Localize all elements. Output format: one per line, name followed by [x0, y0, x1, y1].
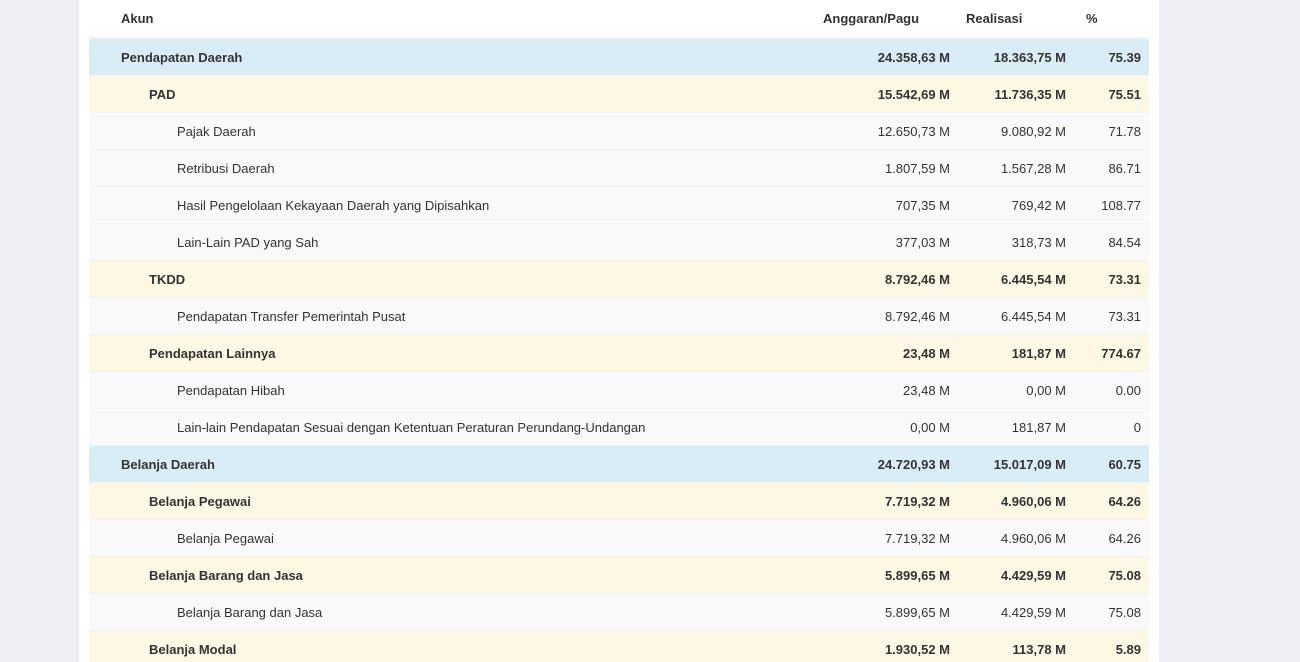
table-row[interactable] [89, 557, 1149, 594]
cell-akun: Belanja Daerah [89, 446, 789, 483]
table-row[interactable] [89, 298, 1149, 335]
cell-anggaran: 8.792,46 M [789, 298, 958, 335]
cell-realisasi: 15.017,09 M [958, 446, 1074, 483]
cell-persen: 60.75 [1074, 446, 1149, 483]
cell-anggaran: 0,00 M [789, 409, 958, 446]
cell-persen: 0 [1074, 409, 1149, 446]
cell-akun: TKDD [89, 261, 789, 298]
cell-persen: 71.78 [1074, 113, 1149, 150]
cell-realisasi: 18.363,75 M [958, 38, 1074, 76]
table-row[interactable] [89, 150, 1149, 187]
cell-persen: 75.08 [1074, 557, 1149, 594]
cell-realisasi: 1.567,28 M [958, 150, 1074, 187]
cell-akun: Pendapatan Hibah [89, 372, 789, 409]
table-row[interactable] [89, 38, 1149, 76]
cell-anggaran: 23,48 M [789, 335, 958, 372]
table-row[interactable] [89, 594, 1149, 631]
budget-panel [79, 0, 1159, 662]
cell-realisasi: 318,73 M [958, 224, 1074, 261]
table-row[interactable] [89, 261, 1149, 298]
cell-persen: 108.77 [1074, 187, 1149, 224]
table-body [89, 38, 1149, 662]
table-row[interactable] [89, 446, 1149, 483]
cell-anggaran: 8.792,46 M [789, 261, 958, 298]
cell-akun: PAD [89, 76, 789, 113]
column-header-anggaran[interactable]: Anggaran/Pagu [789, 0, 958, 38]
cell-persen: 0.00 [1074, 372, 1149, 409]
cell-akun: Lain-Lain PAD yang Sah [89, 224, 789, 261]
cell-persen: 64.26 [1074, 520, 1149, 557]
cell-realisasi: 4.429,59 M [958, 594, 1074, 631]
table-row[interactable] [89, 409, 1149, 446]
table-row[interactable] [89, 335, 1149, 372]
cell-persen: 86.71 [1074, 150, 1149, 187]
cell-realisasi: 769,42 M [958, 187, 1074, 224]
cell-anggaran: 23,48 M [789, 372, 958, 409]
table-row[interactable] [89, 520, 1149, 557]
cell-realisasi: 11.736,35 M [958, 76, 1074, 113]
table-row[interactable] [89, 113, 1149, 150]
cell-persen: 75.08 [1074, 594, 1149, 631]
cell-anggaran: 7.719,32 M [789, 483, 958, 520]
cell-realisasi: 181,87 M [958, 409, 1074, 446]
cell-akun: Pendapatan Daerah [89, 38, 789, 76]
cell-akun: Retribusi Daerah [89, 150, 789, 187]
cell-akun: Belanja Barang dan Jasa [89, 557, 789, 594]
cell-anggaran: 24.358,63 M [789, 38, 958, 76]
cell-persen: 73.31 [1074, 261, 1149, 298]
cell-akun: Belanja Barang dan Jasa [89, 594, 789, 631]
cell-realisasi: 0,00 M [958, 372, 1074, 409]
cell-anggaran: 1.807,59 M [789, 150, 958, 187]
table-row[interactable] [89, 372, 1149, 409]
cell-persen: 75.39 [1074, 38, 1149, 76]
cell-akun: Belanja Pegawai [89, 520, 789, 557]
cell-realisasi: 113,78 M [958, 631, 1074, 662]
cell-anggaran: 5.899,65 M [789, 557, 958, 594]
cell-persen: 73.31 [1074, 298, 1149, 335]
cell-anggaran: 5.899,65 M [789, 594, 958, 631]
cell-realisasi: 6.445,54 M [958, 261, 1074, 298]
column-header-akun[interactable]: Akun [89, 0, 789, 38]
cell-anggaran: 15.542,69 M [789, 76, 958, 113]
cell-realisasi: 4.960,06 M [958, 483, 1074, 520]
column-header-persen[interactable]: % [1074, 0, 1149, 38]
cell-akun: Belanja Pegawai [89, 483, 789, 520]
cell-realisasi: 4.960,06 M [958, 520, 1074, 557]
cell-akun: Lain-lain Pendapatan Sesuai dengan Ketentuan Peraturan Perundang-Undangan [89, 409, 789, 446]
cell-anggaran: 12.650,73 M [789, 113, 958, 150]
cell-persen: 774.67 [1074, 335, 1149, 372]
cell-anggaran: 1.930,52 M [789, 631, 958, 662]
table-header [89, 0, 1149, 38]
cell-persen: 75.51 [1074, 76, 1149, 113]
table-row[interactable] [89, 224, 1149, 261]
budget-table [89, 0, 1149, 662]
table-row[interactable] [89, 483, 1149, 520]
cell-anggaran: 24.720,93 M [789, 446, 958, 483]
cell-akun: Pendapatan Transfer Pemerintah Pusat [89, 298, 789, 335]
cell-persen: 64.26 [1074, 483, 1149, 520]
cell-akun: Hasil Pengelolaan Kekayaan Daerah yang Dipisahkan [89, 187, 789, 224]
cell-persen: 84.54 [1074, 224, 1149, 261]
cell-realisasi: 6.445,54 M [958, 298, 1074, 335]
cell-akun: Pajak Daerah [89, 113, 789, 150]
cell-realisasi: 9.080,92 M [958, 113, 1074, 150]
cell-anggaran: 707,35 M [789, 187, 958, 224]
column-header-realisasi[interactable]: Realisasi [958, 0, 1074, 38]
cell-anggaran: 377,03 M [789, 224, 958, 261]
table-row[interactable] [89, 187, 1149, 224]
cell-realisasi: 4.429,59 M [958, 557, 1074, 594]
header-row [89, 0, 1149, 38]
cell-akun: Pendapatan Lainnya [89, 335, 789, 372]
cell-persen: 5.89 [1074, 631, 1149, 662]
table-row[interactable] [89, 76, 1149, 113]
table-row[interactable] [89, 631, 1149, 662]
cell-anggaran: 7.719,32 M [789, 520, 958, 557]
cell-realisasi: 181,87 M [958, 335, 1074, 372]
cell-akun: Belanja Modal [89, 631, 789, 662]
